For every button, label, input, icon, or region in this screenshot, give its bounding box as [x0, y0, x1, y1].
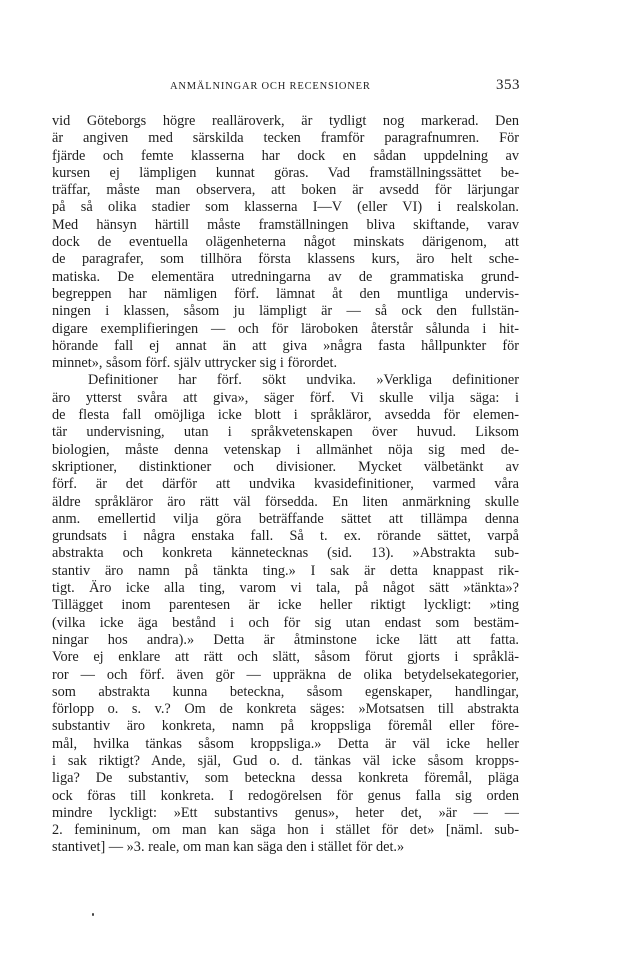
text-line: fjärde och femte klasserna har dock en sådan uppdelning av [52, 147, 519, 164]
running-title: ANMÄLNINGAR OCH RECENSIONER [170, 81, 371, 92]
text-line: träffar, måste man observera, att boken är avsedd för lärjungar [52, 182, 519, 199]
text-line: på så olika stadier som klasserna I—V (eller VI) i realskolan. [52, 199, 519, 216]
text-line: förf. är det därför att undvika kvasidefinitioner, varmed våra [52, 476, 519, 493]
text-line: tigt. Äro icke alla ting, varom vi tala, på något sätt »tänkta»? [52, 580, 519, 597]
text-line: kursen ej lämpligen kunnat göras. Vad framställningssättet be- [52, 164, 519, 181]
text-line: 2. femininum, om man kan säga hon i stället för det» [näml. sub- [52, 822, 519, 839]
text-line: abstrakta och konkreta kännetecknas (sid. 13). »Abstrakta sub- [52, 545, 519, 562]
text-line: hörande fall ej annat än att giva »några fasta hållpunkter för [52, 337, 519, 354]
text-line: ror — och förf. även gör — uppräkna de olika betydelsekategorier, [52, 666, 519, 683]
page-number: 353 [496, 77, 520, 93]
body-text [52, 113, 519, 857]
text-line: (vilka icke äga bestånd i och för sig utan endast som bestäm- [52, 614, 519, 631]
text-line: skriptioner, distinktioner och divisioner. Mycket välbetänkt av [52, 458, 519, 475]
text-line: de paragrafer, som tillhöra första klassens kurs, äro helt sche- [52, 251, 519, 268]
text-line: äldre språkläror äro rätt väl försedda. En liten anmärkning skulle [52, 493, 519, 510]
stray-ink-mark [92, 913, 94, 916]
text-line: vid Göteborgs högre realläroverk, är tydligt nog markerad. Den [52, 113, 519, 129]
text-line: i sak riktigt? Ande, själ, Gud o. d. tänkas väl icke såsom kropps- [52, 752, 519, 769]
text-line: förlopp o. s. v.? Om de konkreta säges: »Motsatsen till abstrakta [52, 701, 519, 718]
text-line: ock föras till konkreta. I redogörelsen för genus falla sig orden [52, 787, 519, 804]
text-line: digare exemplifieringen — och för läroboken återstår sålunda i hit- [52, 320, 519, 337]
text-line: Tillägget inom parentesen är icke heller riktigt lyckligt: »ting [52, 597, 519, 614]
text-line: stantiv äro namn på tänkta ting.» I sak är detta knappast rik- [52, 562, 519, 579]
text-line: de flesta fall omöjliga icke blott i språkläror, avsedda för elemen- [52, 407, 519, 424]
text-line: liga? De substantiv, som beteckna dessa konkreta föremål, pläga [52, 770, 519, 787]
text-line: mindre lyckligt: »Ett substantivs genus», heter det, »är — — [52, 804, 519, 821]
text-line: ningen i klassen, såsom ju lämpligt är — så ock den fullstän- [52, 303, 519, 320]
text-line: stantivet] — »3. reale, om man kan säga den i stället för det.» [52, 839, 405, 856]
text-line: äro ytterst svåra att giva», säger förf. Vi skulle vilja säga: i [52, 389, 519, 406]
text-line: Med hänsyn härtill måste framställningen bliva skiftande, varav [52, 216, 519, 233]
text-line: Definitioner har förf. sökt undvika. »Verkliga definitioner [88, 372, 519, 389]
page-header [52, 77, 520, 100]
text-line: dock de eventuella olägenheterna något minskats därigenom, att [52, 234, 519, 251]
text-line: är angiven med särskilda tecken framför paragrafnumren. För [52, 130, 519, 147]
text-line: biologien, måste denna vetenskap i allmänhet nöja sig med de- [52, 441, 519, 458]
text-line: som abstrakta kunna beteckna, såsom egenskaper, handlingar, [52, 683, 519, 700]
text-line: begreppen har nämligen förf. lämnat åt den muntliga undervis- [52, 285, 519, 302]
text-line: substantiv äro konkreta, namn på kroppsliga föremål eller före- [52, 718, 519, 735]
text-line: tär undervisning, utan i språkvetenskapen över huvud. Liksom [52, 424, 519, 441]
text-line: anm. emellertid vilja göra beträffande sättet att tillämpa denna [52, 510, 519, 527]
text-line: Vore ej enklare att rätt och slätt, såsom förut gjorts i språklä- [52, 649, 519, 666]
text-line: mål, hvilka tänkas såsom kroppsliga.» Detta är väl icke heller [52, 735, 519, 752]
text-line: matiska. De elementära utredningarna av de grammatiska grund- [52, 268, 519, 285]
text-line: minnet», såsom förf. själv uttrycker sig i förordet. [52, 355, 338, 372]
text-line: ningar hos andra).» Detta är åtminstone icke lätt att fatta. [52, 631, 519, 648]
text-line: grundsats i några enstaka fall. Så t. ex. rörande sättet, varpå [52, 528, 519, 545]
